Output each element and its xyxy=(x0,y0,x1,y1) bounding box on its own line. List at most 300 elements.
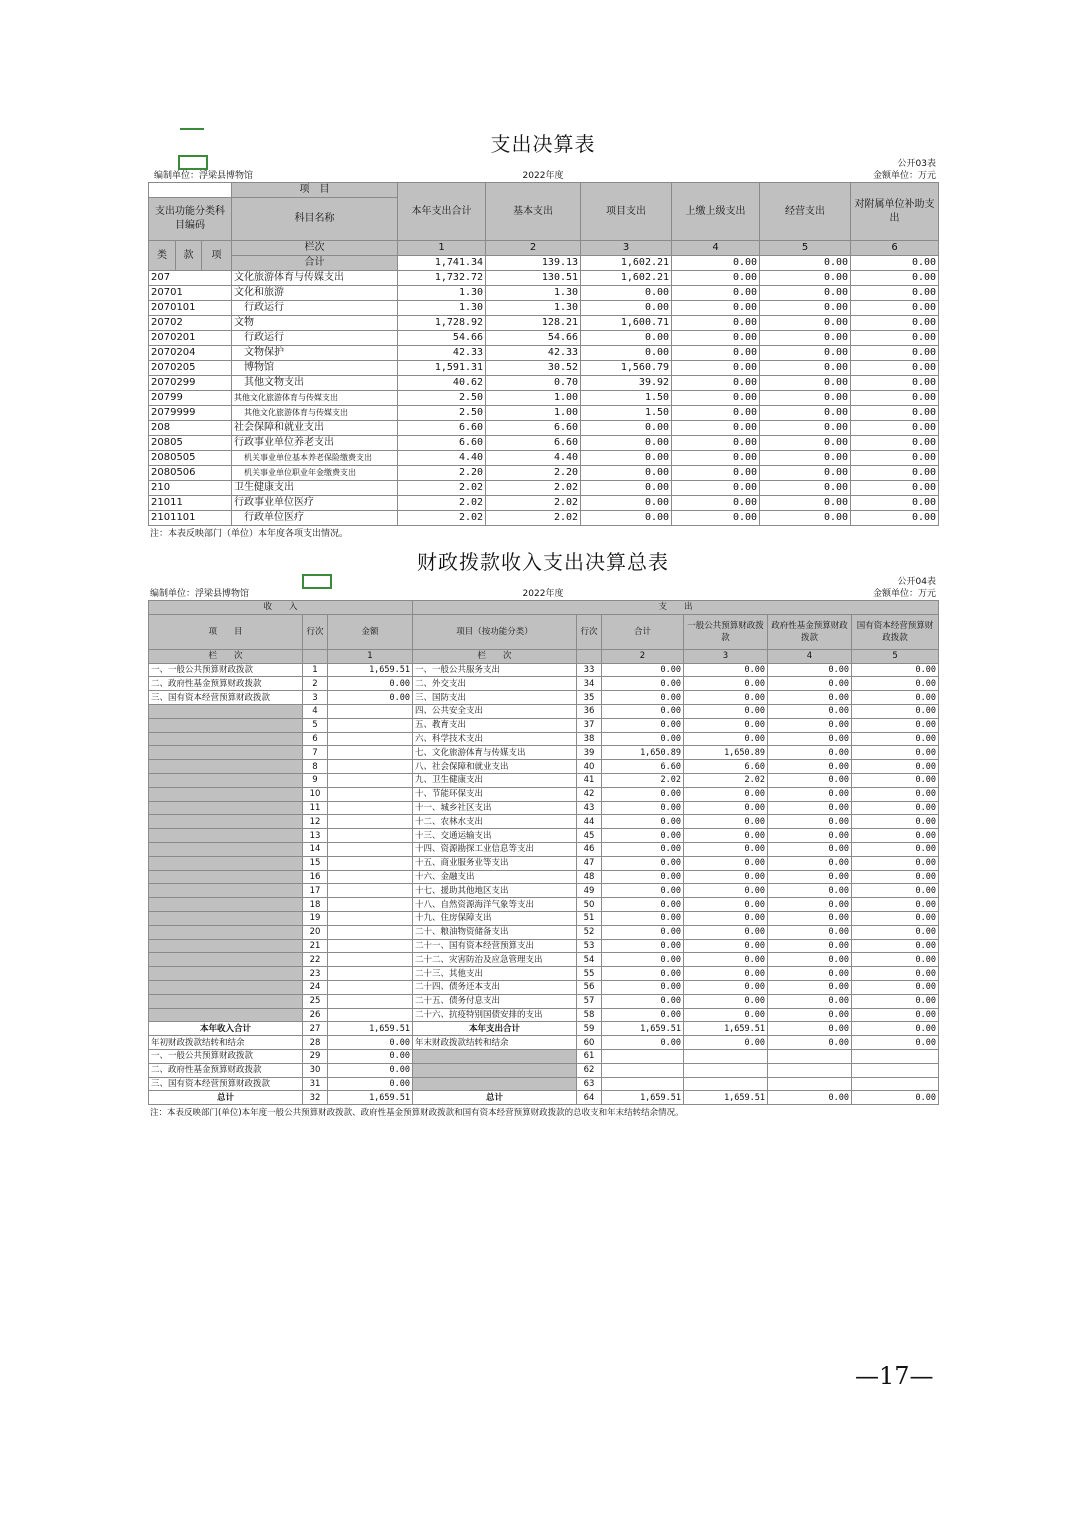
table-row xyxy=(149,815,939,829)
expense-value: 0.00 xyxy=(852,994,939,1008)
income-amount xyxy=(328,801,413,815)
line-no: 30 xyxy=(303,1063,328,1077)
col-num: 5 xyxy=(760,241,851,256)
expense-value: 0.00 xyxy=(768,773,852,787)
expense-value: 1,650.89 xyxy=(684,746,768,760)
col-num: 2 xyxy=(602,649,684,663)
value: 0.00 xyxy=(768,1091,852,1105)
header-expense: 支 出 xyxy=(413,601,939,615)
expense-value: 0.00 xyxy=(684,677,768,691)
expense-value: 0.00 xyxy=(852,842,939,856)
expense-value: 0.00 xyxy=(602,787,684,801)
table-row xyxy=(149,421,939,436)
table1-year: 2022年度 xyxy=(522,171,564,181)
expense-value: 0.00 xyxy=(602,911,684,925)
amount-cell: 0.00 xyxy=(760,346,851,361)
subject-code: 20701 xyxy=(149,286,232,301)
expense-value: 0.00 xyxy=(768,994,852,1008)
line-no: 25 xyxy=(303,994,328,1008)
subject-code: 2101101 xyxy=(149,511,232,526)
line-no: 55 xyxy=(577,967,602,981)
amount: 0.00 xyxy=(328,1049,413,1063)
income-item xyxy=(149,704,303,718)
income-item xyxy=(149,925,303,939)
expense-value: 0.00 xyxy=(602,691,684,705)
table1-unit: 编制单位：浮梁县博物馆 xyxy=(154,171,254,181)
expense-item: 十五、商业服务业等支出 xyxy=(413,856,577,870)
expense-item: 十一、城乡社区支出 xyxy=(413,801,577,815)
line-no: 4 xyxy=(303,704,328,718)
subject-name: 机关事业单位职业年金缴费支出 xyxy=(232,466,398,481)
expense-value: 0.00 xyxy=(684,815,768,829)
line-no: 37 xyxy=(577,718,602,732)
expense-value: 0.00 xyxy=(768,704,852,718)
col-num: 6 xyxy=(851,241,939,256)
expense-value: 0.00 xyxy=(852,787,939,801)
amount-cell: 0.00 xyxy=(672,376,760,391)
amount-cell: 0.00 xyxy=(760,376,851,391)
expense-value: 0.00 xyxy=(852,704,939,718)
expense-value: 0.00 xyxy=(768,663,852,677)
income-amount xyxy=(328,980,413,994)
expense-item: 十二、农林水支出 xyxy=(413,815,577,829)
income-amount xyxy=(328,732,413,746)
table1-meta xyxy=(148,156,938,182)
income-item xyxy=(149,746,303,760)
amount-cell: 128.21 xyxy=(486,316,581,331)
income-item xyxy=(149,980,303,994)
income-amount xyxy=(328,1008,413,1022)
expense-value: 0.00 xyxy=(602,925,684,939)
expense-item: 十八、自然资源海洋气象等支出 xyxy=(413,898,577,912)
amount-cell: 0.00 xyxy=(760,451,851,466)
expense-value: 0.00 xyxy=(684,967,768,981)
amount-cell: 0.00 xyxy=(851,406,939,421)
cell-cursor-mark xyxy=(180,128,204,130)
table2-year: 2022年度 xyxy=(522,589,564,599)
total-label: 合计 xyxy=(232,256,398,271)
carry-over-row xyxy=(149,1036,939,1050)
line-no: 54 xyxy=(577,953,602,967)
table-row xyxy=(149,466,939,481)
page-number: —17— xyxy=(855,1362,934,1390)
line-no: 23 xyxy=(303,967,328,981)
expense-value: 0.00 xyxy=(768,842,852,856)
subject-code: 20799 xyxy=(149,391,232,406)
line-no: 17 xyxy=(303,884,328,898)
amount-cell: 0.00 xyxy=(581,346,672,361)
amount-cell: 1,600.71 xyxy=(581,316,672,331)
header-xiang: 项 xyxy=(202,241,232,271)
amount-cell: 30.52 xyxy=(486,361,581,376)
table2-meta xyxy=(148,574,938,600)
amount-cell: 0.00 xyxy=(581,331,672,346)
amount-cell: 2.02 xyxy=(398,481,486,496)
amount-cell: 0.00 xyxy=(851,391,939,406)
expense-value: 0.00 xyxy=(602,663,684,677)
line-no: 38 xyxy=(577,732,602,746)
expense-value: 0.00 xyxy=(852,815,939,829)
fiscal-summary-table xyxy=(148,600,939,1105)
amount-cell: 40.62 xyxy=(398,376,486,391)
table-row xyxy=(149,829,939,843)
subject-code: 2070204 xyxy=(149,346,232,361)
header-item: 项 目 xyxy=(149,614,303,649)
expense-value: 0.00 xyxy=(602,856,684,870)
amount-cell: 2.20 xyxy=(398,466,486,481)
income-item xyxy=(149,760,303,774)
amount-cell: 42.33 xyxy=(398,346,486,361)
amount-cell: 2.50 xyxy=(398,406,486,421)
amount-cell: 1,732.72 xyxy=(398,271,486,286)
expense-value: 0.00 xyxy=(684,925,768,939)
expense-value: 0.00 xyxy=(768,898,852,912)
amount-cell: 0.00 xyxy=(760,316,851,331)
expense-value: 0.00 xyxy=(684,842,768,856)
amount-cell: 0.00 xyxy=(581,511,672,526)
col-num: 5 xyxy=(852,649,939,663)
table-row xyxy=(149,346,939,361)
expense-item: 十、节能环保支出 xyxy=(413,787,577,801)
income-amount xyxy=(328,718,413,732)
amount-cell: 0.00 xyxy=(851,286,939,301)
table-row xyxy=(149,451,939,466)
expense-value: 0.00 xyxy=(602,953,684,967)
expenditure-table-sheet xyxy=(148,128,938,542)
subject-name: 其他文化旅游体育与传媒支出 xyxy=(232,391,398,406)
amount-cell: 0.00 xyxy=(851,361,939,376)
amount-cell: 0.00 xyxy=(760,496,851,511)
line-no: 3 xyxy=(303,691,328,705)
amount-cell: 0.70 xyxy=(486,376,581,391)
year-expense-total-label: 本年支出合计 xyxy=(413,1022,577,1036)
income-item xyxy=(149,939,303,953)
table2-title: 财政拨款收入支出决算总表 xyxy=(417,550,669,574)
amount-cell: 0.00 xyxy=(760,391,851,406)
amount-cell: 1,602.21 xyxy=(581,271,672,286)
value: 1,659.51 xyxy=(684,1022,768,1036)
expense-value: 0.00 xyxy=(684,829,768,843)
header-general-budget: 一般公共预算财政拨款 xyxy=(684,614,768,649)
line-no: 13 xyxy=(303,829,328,843)
line-no: 24 xyxy=(303,980,328,994)
amount: 0.00 xyxy=(328,1036,413,1050)
header-income: 收 入 xyxy=(149,601,413,615)
header-item-func: 项目（按功能分类） xyxy=(413,614,577,649)
amount-cell: 0.00 xyxy=(760,271,851,286)
income-item xyxy=(149,856,303,870)
amount-cell: 6.60 xyxy=(398,436,486,451)
line-no: 2 xyxy=(303,677,328,691)
table-row xyxy=(149,316,939,331)
income-amount xyxy=(328,994,413,1008)
sub-row xyxy=(149,1049,939,1063)
total-value: 0.00 xyxy=(672,256,760,271)
table-row xyxy=(149,496,939,511)
income-amount xyxy=(328,842,413,856)
table2-currency: 金额单位：万元 xyxy=(872,589,936,599)
header-code: 支出功能分类科目编码 xyxy=(149,198,232,241)
amount-cell: 0.00 xyxy=(672,496,760,511)
income-amount xyxy=(328,856,413,870)
income-item: 一、一般公共预算财政拨款 xyxy=(149,663,303,677)
amount-cell: 0.00 xyxy=(672,391,760,406)
col-num: 3 xyxy=(581,241,672,256)
expense-value: 0.00 xyxy=(768,1008,852,1022)
amount-cell: 0.00 xyxy=(851,436,939,451)
fiscal-rows xyxy=(149,663,939,1022)
income-item xyxy=(149,829,303,843)
line-no: 1 xyxy=(303,663,328,677)
amount-cell: 0.00 xyxy=(760,421,851,436)
amount-cell: 42.33 xyxy=(486,346,581,361)
expense-value: 0.00 xyxy=(602,677,684,691)
expense-value: 0.00 xyxy=(602,967,684,981)
line-no: 61 xyxy=(577,1049,602,1063)
amount-cell: 0.00 xyxy=(672,451,760,466)
table-row xyxy=(149,286,939,301)
expense-value: 0.00 xyxy=(852,677,939,691)
grand-total-expense-label: 总计 xyxy=(413,1091,577,1105)
table-row xyxy=(149,376,939,391)
amount: 1,659.51 xyxy=(328,1091,413,1105)
line-no: 52 xyxy=(577,925,602,939)
expense-item: 二十三、其他支出 xyxy=(413,967,577,981)
expense-item: 九、卫生健康支出 xyxy=(413,773,577,787)
table1-form-no: 公开03表 xyxy=(897,159,936,169)
expense-value: 0.00 xyxy=(684,663,768,677)
header-line: 行次 xyxy=(577,614,602,649)
expense-value: 0.00 xyxy=(684,994,768,1008)
expense-value: 0.00 xyxy=(684,980,768,994)
value: 0.00 xyxy=(852,1036,939,1050)
fiscal-summary-sheet xyxy=(148,546,938,1121)
line-no: 31 xyxy=(303,1077,328,1091)
amount: 0.00 xyxy=(328,1077,413,1091)
expense-value: 0.00 xyxy=(768,718,852,732)
subject-name: 文物保护 xyxy=(232,346,398,361)
expense-value: 0.00 xyxy=(684,787,768,801)
amount-cell: 1.30 xyxy=(486,301,581,316)
amount-cell: 1.30 xyxy=(486,286,581,301)
line-no: 40 xyxy=(577,760,602,774)
expense-value: 0.00 xyxy=(852,691,939,705)
expense-value: 0.00 xyxy=(602,704,684,718)
amount-cell: 0.00 xyxy=(581,286,672,301)
table-row xyxy=(149,856,939,870)
total-value: 1,741.34 xyxy=(398,256,486,271)
expense-value: 0.00 xyxy=(602,870,684,884)
table1-currency: 金额单位：万元 xyxy=(872,171,936,181)
expense-value: 0.00 xyxy=(852,663,939,677)
amount-cell: 0.00 xyxy=(581,481,672,496)
expense-value: 0.00 xyxy=(684,911,768,925)
subject-code: 2079999 xyxy=(149,406,232,421)
value: 0.00 xyxy=(768,1022,852,1036)
expense-value: 0.00 xyxy=(602,939,684,953)
subject-code: 20702 xyxy=(149,316,232,331)
value: 0.00 xyxy=(852,1022,939,1036)
income-amount xyxy=(328,870,413,884)
amount-cell: 0.00 xyxy=(851,346,939,361)
amount-cell: 1.30 xyxy=(398,286,486,301)
line-no: 7 xyxy=(303,746,328,760)
expense-value: 0.00 xyxy=(684,898,768,912)
table-row xyxy=(149,1008,939,1022)
table-row xyxy=(149,953,939,967)
income-item xyxy=(149,911,303,925)
income-item xyxy=(149,1008,303,1022)
amount-cell: 0.00 xyxy=(851,331,939,346)
fiscal-summary-rows xyxy=(149,1022,939,1105)
table-row xyxy=(149,406,939,421)
total-value: 1,602.21 xyxy=(581,256,672,271)
expense-value: 0.00 xyxy=(684,884,768,898)
line-no: 26 xyxy=(303,1008,328,1022)
line-no: 64 xyxy=(577,1091,602,1105)
amount-cell: 2.20 xyxy=(486,466,581,481)
subject-code: 207 xyxy=(149,271,232,286)
subject-code: 2080505 xyxy=(149,451,232,466)
subject-name: 文化旅游体育与传媒支出 xyxy=(232,271,398,286)
expense-value: 0.00 xyxy=(768,967,852,981)
amount-cell: 2.02 xyxy=(398,511,486,526)
income-item xyxy=(149,773,303,787)
line-no: 10 xyxy=(303,787,328,801)
expenditure-rows xyxy=(149,271,939,526)
line-no: 53 xyxy=(577,939,602,953)
subject-name: 文物 xyxy=(232,316,398,331)
expense-item: 二十二、灾害防治及应急管理支出 xyxy=(413,953,577,967)
expense-value: 0.00 xyxy=(768,815,852,829)
amount: 0.00 xyxy=(328,1063,413,1077)
line-no: 59 xyxy=(577,1022,602,1036)
subject-name: 行政运行 xyxy=(232,331,398,346)
amount-cell: 54.66 xyxy=(486,331,581,346)
amount-cell: 0.00 xyxy=(672,286,760,301)
amount-cell: 0.00 xyxy=(851,481,939,496)
income-amount xyxy=(328,953,413,967)
subject-code: 21011 xyxy=(149,496,232,511)
expense-value: 0.00 xyxy=(768,760,852,774)
expense-value: 2.02 xyxy=(602,773,684,787)
amount-cell: 0.00 xyxy=(581,436,672,451)
table-row xyxy=(149,911,939,925)
amount-cell: 0.00 xyxy=(760,361,851,376)
subject-code: 210 xyxy=(149,481,232,496)
amount-cell: 2.02 xyxy=(486,496,581,511)
income-amount: 0.00 xyxy=(328,691,413,705)
table1-note: 注：本表反映部门（单位）本年度各项支出情况。 xyxy=(150,529,349,539)
line-no: 41 xyxy=(577,773,602,787)
expense-value: 0.00 xyxy=(852,801,939,815)
line-no: 9 xyxy=(303,773,328,787)
subject-name: 其他文化旅游体育与传媒支出 xyxy=(232,406,398,421)
header-col-1: 本年支出合计 xyxy=(398,183,486,241)
income-amount xyxy=(328,884,413,898)
line-no: 58 xyxy=(577,1008,602,1022)
line-no: 15 xyxy=(303,856,328,870)
expense-value: 0.00 xyxy=(602,1008,684,1022)
line-no: 20 xyxy=(303,925,328,939)
header-lanci: 栏 次 xyxy=(413,649,577,663)
value: 0.00 xyxy=(684,1036,768,1050)
income-amount xyxy=(328,829,413,843)
amount-cell: 0.00 xyxy=(851,511,939,526)
expense-value: 0.00 xyxy=(602,898,684,912)
income-amount xyxy=(328,939,413,953)
amount-cell: 0.00 xyxy=(581,301,672,316)
line-no: 47 xyxy=(577,856,602,870)
amount-cell: 1.50 xyxy=(581,406,672,421)
amount-cell: 1.00 xyxy=(486,391,581,406)
expense-value: 0.00 xyxy=(852,870,939,884)
header-kuan: 款 xyxy=(176,241,202,271)
table1-title: 支出决算表 xyxy=(490,132,596,156)
income-item xyxy=(149,801,303,815)
header-lanci: 栏次 xyxy=(232,241,398,256)
income-amount xyxy=(328,787,413,801)
grand-total-row xyxy=(149,1091,939,1105)
expense-value: 0.00 xyxy=(684,801,768,815)
table-row xyxy=(149,787,939,801)
expense-item: 八、社会保障和就业支出 xyxy=(413,760,577,774)
table-row xyxy=(149,898,939,912)
line-no: 33 xyxy=(577,663,602,677)
expense-item: 三、国防支出 xyxy=(413,691,577,705)
line-no: 46 xyxy=(577,842,602,856)
expense-value: 0.00 xyxy=(852,884,939,898)
expense-value: 2.02 xyxy=(684,773,768,787)
value: 0.00 xyxy=(768,1036,852,1050)
col-num: 4 xyxy=(768,649,852,663)
amount-cell: 130.51 xyxy=(486,271,581,286)
expense-item: 六、科学技术支出 xyxy=(413,732,577,746)
table-row xyxy=(149,663,939,677)
table-row xyxy=(149,691,939,705)
header-lei: 类 xyxy=(149,241,176,271)
line-no: 62 xyxy=(577,1063,602,1077)
expense-value: 6.60 xyxy=(602,760,684,774)
income-amount: 1,659.51 xyxy=(328,663,413,677)
amount-cell: 0.00 xyxy=(760,511,851,526)
table-row xyxy=(149,925,939,939)
expense-value: 0.00 xyxy=(852,732,939,746)
amount-cell: 39.92 xyxy=(581,376,672,391)
sub-row-label: 三、国有资本经营预算财政拨款 xyxy=(149,1077,303,1091)
table-row xyxy=(149,436,939,451)
expense-value: 0.00 xyxy=(768,787,852,801)
amount-cell: 0.00 xyxy=(672,466,760,481)
carry-out-label: 年末财政拨款结转和结余 xyxy=(413,1036,577,1050)
income-item xyxy=(149,842,303,856)
table-row xyxy=(149,271,939,286)
subject-code: 2080506 xyxy=(149,466,232,481)
col-num: 2 xyxy=(486,241,581,256)
line-no: 19 xyxy=(303,911,328,925)
line-no: 60 xyxy=(577,1036,602,1050)
amount-cell: 0.00 xyxy=(760,481,851,496)
line-no: 6 xyxy=(303,732,328,746)
header-col-4: 上缴上级支出 xyxy=(672,183,760,241)
expense-value: 0.00 xyxy=(852,746,939,760)
income-amount xyxy=(328,760,413,774)
amount-cell: 54.66 xyxy=(398,331,486,346)
subject-name: 社会保障和就业支出 xyxy=(232,421,398,436)
amount-cell: 1.50 xyxy=(581,391,672,406)
table-row xyxy=(149,704,939,718)
line-no: 27 xyxy=(303,1022,328,1036)
